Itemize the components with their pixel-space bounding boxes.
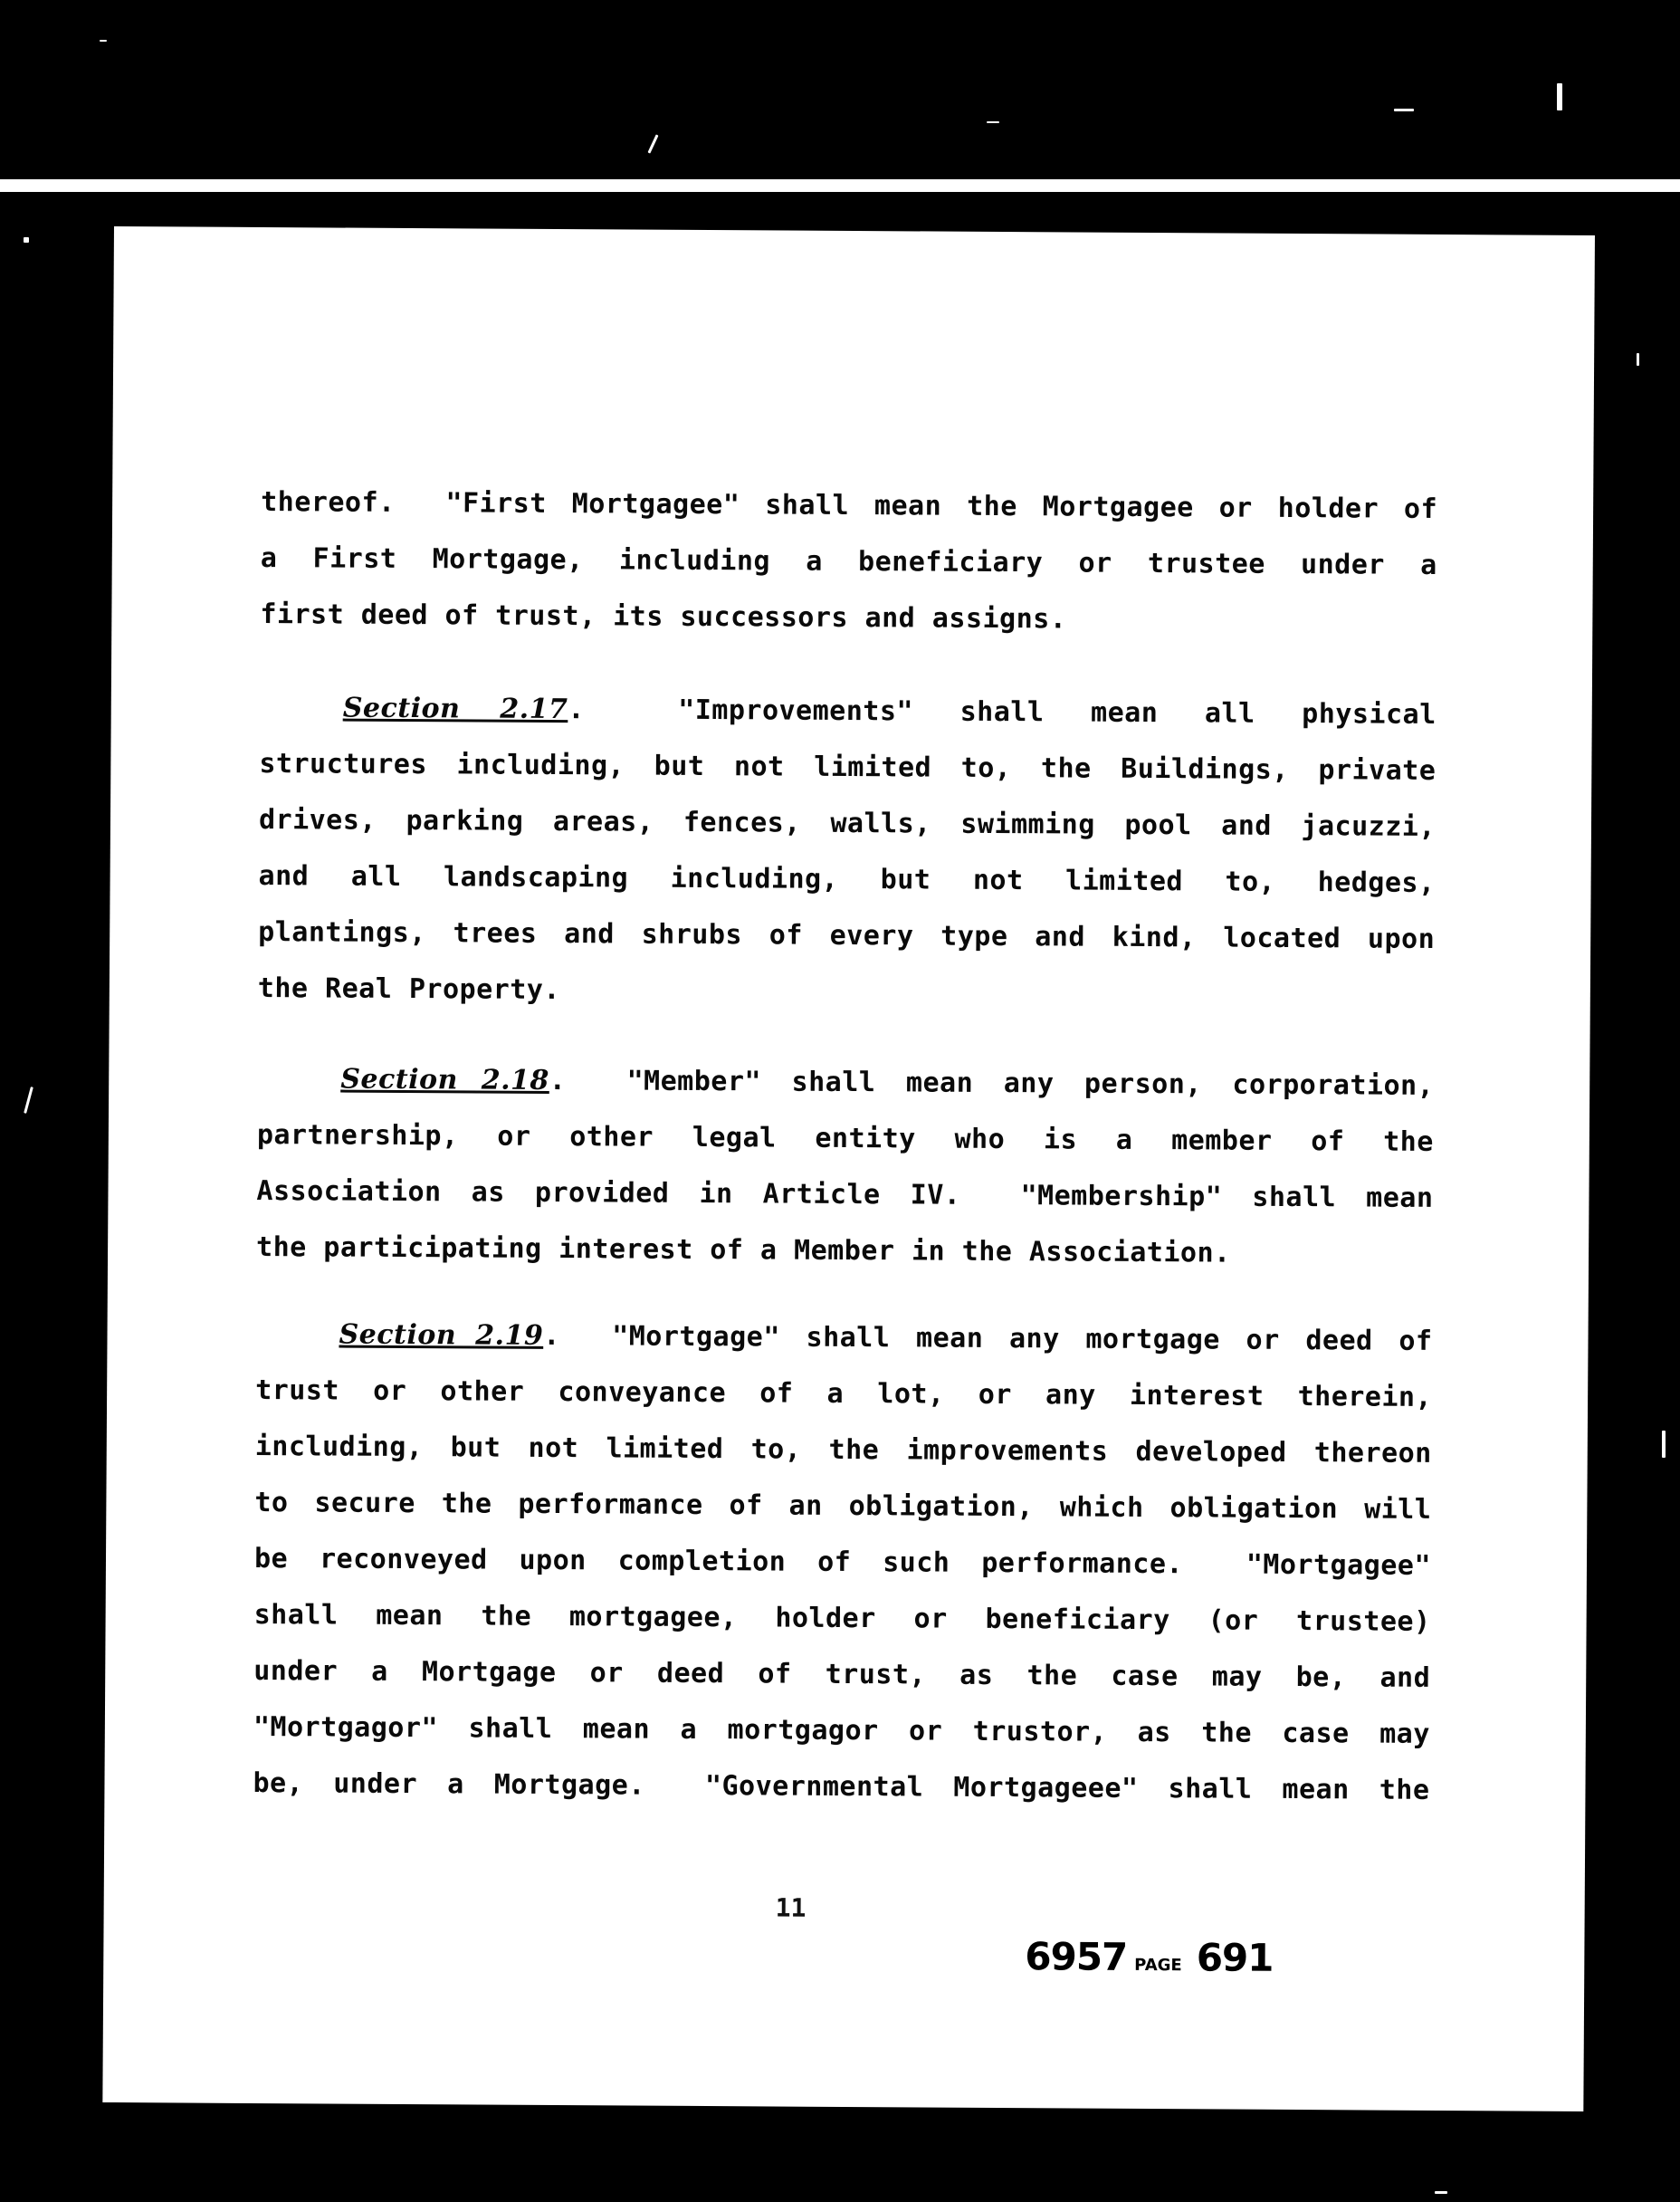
book-number: 6957 xyxy=(1025,1934,1128,1979)
scan-speck xyxy=(1637,353,1639,366)
text-span: . "Mortgage" shall mean any mortgage or deed of xyxy=(543,1319,1433,1357)
section-2-18 xyxy=(256,1051,1434,1283)
scan-speck xyxy=(1662,1431,1666,1458)
section-label: Section 2.17 xyxy=(342,692,568,726)
section-heading-line xyxy=(257,1051,1434,1115)
text-line: structures including, but not limited to, the Buildings, private xyxy=(259,747,1437,787)
text-line: a First Mortgage, including a beneficiary or trustee under a xyxy=(260,541,1437,581)
text-line: trust or other conveyance of a lot, or any interest therein, xyxy=(255,1374,1433,1413)
page-number: 11 xyxy=(775,1892,807,1923)
text-line: Association as provided in Article IV. "Membership" shall mean xyxy=(256,1174,1434,1214)
text-line: partnership, or other legal entity who is a member of the xyxy=(256,1118,1434,1158)
scan-speck xyxy=(987,121,999,123)
section-label: Section 2.19 xyxy=(339,1318,544,1352)
scan-speck xyxy=(1394,109,1414,111)
scan-speck xyxy=(647,134,658,153)
text-line: to secure the performance of an obligation, which obligation will xyxy=(254,1486,1432,1526)
text-line: be, under a Mortgage. "Governmental Mortgageee" shall mean the xyxy=(253,1766,1430,1806)
section-2-19 xyxy=(253,1307,1432,1819)
text-line: be reconveyed upon completion of such performance. "Mortgagee" xyxy=(253,1542,1432,1582)
section-heading-line xyxy=(255,1307,1432,1370)
scan-speck xyxy=(24,237,29,243)
text-line: first deed of trust, its successors and assigns. xyxy=(260,598,1067,636)
paragraph-first-mortgagee xyxy=(260,474,1437,650)
scan-speck xyxy=(1435,2191,1447,2194)
scan-speck xyxy=(24,1087,33,1114)
text-line: and all landscaping including, but not limited to, hedges, xyxy=(258,859,1436,899)
text-line: thereof. "First Mortgagee" shall mean the Mortgagee or holder of xyxy=(261,485,1438,525)
section-label: Section 2.18 xyxy=(340,1063,549,1096)
book-page-stamp xyxy=(1025,1934,1273,1980)
document-page xyxy=(102,226,1595,2111)
text-line: plantings, trees and shrubs of every type and kind, located upon xyxy=(258,915,1436,955)
scan-speck xyxy=(1557,83,1562,110)
text-line: including, but not limited to, the improvements developed thereon xyxy=(254,1430,1432,1470)
text-span: . "Improvements" shall mean all physical xyxy=(568,694,1437,731)
text-line: shall mean the mortgagee, holder or beneficiary (or trustee) xyxy=(253,1598,1431,1638)
text-line: the Real Property. xyxy=(257,972,561,1007)
text-line: "Mortgagor" shall mean a mortgagor or trustor, as the case may xyxy=(253,1710,1430,1750)
text-span: . "Member" shall mean any person, corporation, xyxy=(549,1064,1435,1102)
text-line: drives, parking areas, fences, walls, swimming pool and jacuzzi, xyxy=(258,803,1437,843)
stamp-page-number: 691 xyxy=(1196,1935,1274,1980)
section-heading-line xyxy=(260,680,1437,743)
scan-speck xyxy=(100,40,107,42)
text-line: the participating interest of a Member in the Association. xyxy=(256,1230,1231,1269)
text-line: under a Mortgage or deed of trust, as the case may be, and xyxy=(253,1654,1431,1694)
scan-border-strip xyxy=(0,179,1680,192)
section-2-17 xyxy=(258,680,1437,1024)
page-word: PAGE xyxy=(1134,1955,1182,1976)
